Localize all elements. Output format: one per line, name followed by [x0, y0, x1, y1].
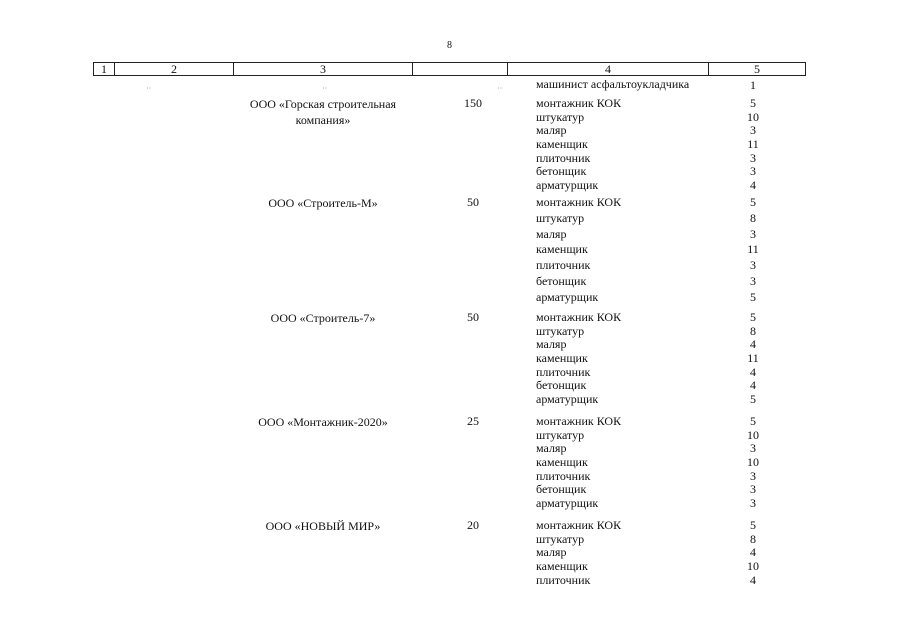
- scan-speck: ··: [146, 84, 152, 93]
- profession-name: бетонщик: [536, 378, 587, 392]
- header-col-3: 3: [320, 62, 326, 76]
- profession-name: арматурщик: [536, 496, 599, 510]
- continuation-profession: машинист асфальтоукладчика: [536, 77, 690, 91]
- profession-count: 8: [750, 532, 756, 546]
- profession-count: 10: [747, 428, 759, 442]
- profession-count: 3: [750, 151, 756, 165]
- organization-name: [233, 518, 413, 534]
- profession-count: 3: [750, 258, 756, 272]
- profession-name: каменщик: [536, 351, 588, 365]
- table-header: [93, 62, 806, 76]
- profession-name: каменщик: [536, 559, 588, 573]
- profession-count: 10: [747, 110, 759, 124]
- organization-name: [233, 195, 413, 211]
- profession-name: штукатур: [536, 428, 585, 442]
- profession-count: 4: [750, 378, 756, 392]
- profession-name: бетонщик: [536, 482, 587, 496]
- profession-name: штукатур: [536, 211, 585, 225]
- continuation-count: 1: [750, 78, 756, 92]
- organization-total: 50: [467, 195, 479, 209]
- profession-name: каменщик: [536, 455, 588, 469]
- organization-name-line: компания»: [295, 113, 351, 127]
- profession-name: плиточник: [536, 573, 591, 587]
- organization-total: 25: [467, 414, 479, 428]
- profession-count: 3: [750, 482, 756, 496]
- scan-speck: ··: [497, 84, 503, 93]
- profession-name: штукатур: [536, 532, 585, 546]
- profession-name: монтажник КОК: [536, 96, 622, 110]
- profession-name: монтажник КОК: [536, 310, 622, 324]
- profession-count: 3: [750, 496, 756, 510]
- organization-name: [233, 96, 413, 128]
- profession-name: штукатур: [536, 324, 585, 338]
- profession-count: 11: [747, 137, 759, 151]
- profession-name: маляр: [536, 545, 567, 559]
- profession-count: 4: [750, 337, 756, 351]
- organization-name-line: ООО «Строитель-М»: [268, 196, 378, 210]
- profession-count: 10: [747, 559, 759, 573]
- profession-name: монтажник КОК: [536, 518, 622, 532]
- organization-name-line: ООО «Монтажник-2020»: [258, 415, 388, 429]
- profession-count: 5: [750, 195, 756, 209]
- profession-name: плиточник: [536, 365, 591, 379]
- profession-count: 3: [750, 123, 756, 137]
- profession-name: монтажник КОК: [536, 414, 622, 428]
- organization-name-line: ООО «Горская строительная: [249, 97, 397, 111]
- organization-total: 50: [467, 310, 479, 324]
- profession-count: 3: [750, 164, 756, 178]
- profession-name: бетонщик: [536, 274, 587, 288]
- profession-count: 10: [747, 455, 759, 469]
- profession-count: 4: [750, 545, 756, 559]
- profession-count: 3: [750, 441, 756, 455]
- profession-name: плиточник: [536, 258, 591, 272]
- profession-name: маляр: [536, 227, 567, 241]
- header-col-2: 2: [171, 62, 177, 76]
- profession-name: арматурщик: [536, 392, 599, 406]
- profession-name: маляр: [536, 123, 567, 137]
- profession-name: плиточник: [536, 469, 591, 483]
- profession-name: каменщик: [536, 137, 588, 151]
- profession-count: 5: [750, 290, 756, 304]
- organization-name: [233, 414, 413, 430]
- profession-name: арматурщик: [536, 178, 599, 192]
- profession-count: 5: [750, 310, 756, 324]
- organization-total: 150: [464, 96, 482, 110]
- profession-count: 5: [750, 414, 756, 428]
- profession-name: штукатур: [536, 110, 585, 124]
- profession-count: 3: [750, 227, 756, 241]
- profession-count: 11: [747, 242, 759, 256]
- header-col-4: 4: [605, 62, 611, 76]
- organization-total: 20: [467, 518, 479, 532]
- profession-name: плиточник: [536, 151, 591, 165]
- profession-count: 5: [750, 96, 756, 110]
- profession-count: 5: [750, 392, 756, 406]
- profession-name: маляр: [536, 337, 567, 351]
- profession-count: 4: [750, 178, 756, 192]
- scan-speck: ··: [322, 84, 328, 93]
- header-col-1: 1: [101, 62, 107, 76]
- profession-count: 4: [750, 573, 756, 587]
- page-number: 8: [447, 40, 452, 51]
- profession-count: 4: [750, 365, 756, 379]
- organization-name-line: ООО «Строитель-7»: [270, 311, 376, 325]
- profession-name: маляр: [536, 441, 567, 455]
- profession-name: бетонщик: [536, 164, 587, 178]
- organization-name: [233, 310, 413, 326]
- profession-count: 8: [750, 324, 756, 338]
- profession-name: монтажник КОК: [536, 195, 622, 209]
- profession-count: 11: [747, 351, 759, 365]
- header-col-5: 5: [754, 62, 760, 76]
- profession-count: 3: [750, 274, 756, 288]
- profession-count: 8: [750, 211, 756, 225]
- organization-name-line: ООО «НОВЫЙ МИР»: [265, 519, 381, 533]
- profession-count: 3: [750, 469, 756, 483]
- header-divider: [412, 63, 413, 75]
- profession-name: арматурщик: [536, 290, 599, 304]
- profession-name: каменщик: [536, 242, 588, 256]
- profession-count: 5: [750, 518, 756, 532]
